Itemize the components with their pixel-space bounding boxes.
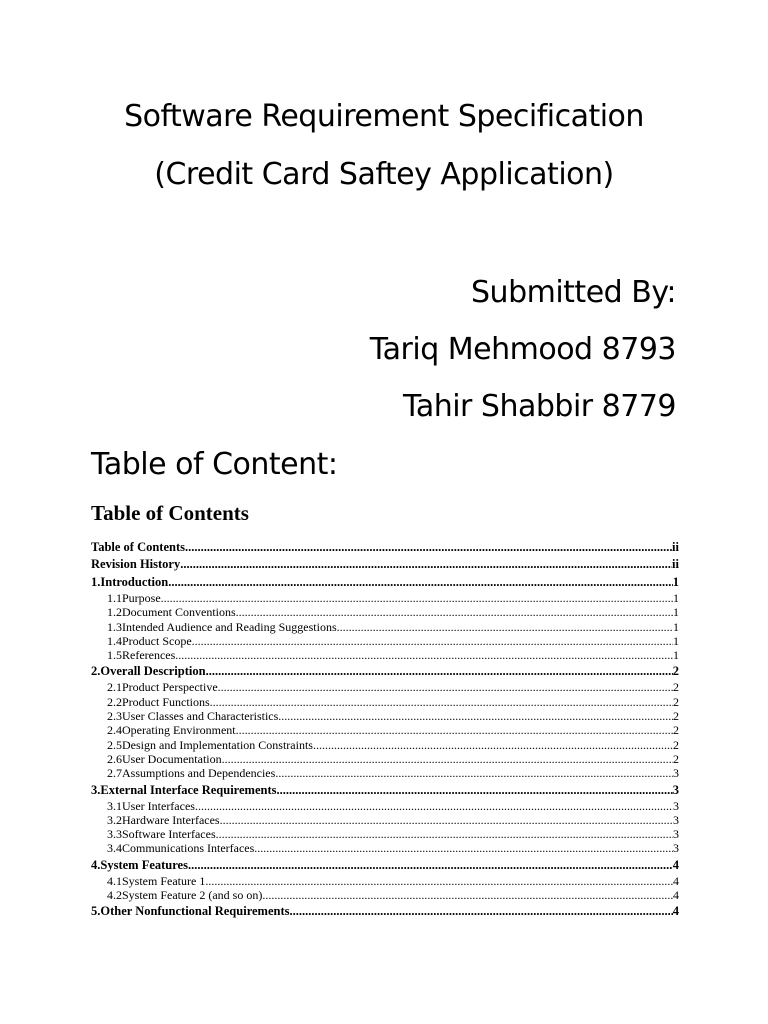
toc-subsection-entry[interactable] [91,634,679,648]
toc-leader-dots [313,738,673,752]
toc-subsection-entry[interactable] [91,841,679,855]
toc-subsection-entry[interactable] [91,827,679,841]
toc-subsection-entry[interactable] [91,648,679,662]
toc-entry-number: 2.2 [107,694,122,709]
toc-entry-label: System Features [100,857,188,872]
toc-entry-number: 1.5 [107,648,122,663]
toc-leader-dots [180,556,672,573]
toc-section-entry[interactable] [91,782,679,799]
toc-leader-dots [206,663,673,680]
toc-leader-dots [168,574,673,591]
document-title: Software Requirement Specification [124,99,644,134]
toc-entry-label: User Interfaces [122,798,195,813]
toc-entry-label: Table of Contents [91,540,185,554]
toc-leader-dots [188,857,673,874]
toc-entry-label: Design and Implementation Constraints [122,737,313,752]
toc-entry-page: 4 [672,857,679,872]
toc-leader-dots [185,539,672,556]
toc-subsection-entry[interactable] [91,695,679,709]
toc-entry-page: 1 [673,591,679,605]
toc-entry-page: ii [672,540,679,554]
toc-entry-label: Operating Environment [122,723,236,738]
toc-entry-page: 3 [673,812,679,827]
toc-subsection-entry[interactable] [91,813,679,827]
author-2: Tahir Shabbir 8779 [402,389,676,424]
toc-entry-label: Document Conventions [122,605,236,620]
toc-entry-number: 2.6 [107,751,122,766]
toc-entry-number: 3.2 [107,812,122,827]
toc-leader-dots [277,782,673,799]
toc-entry-label: Intended Audience and Reading Suggestions [122,619,337,634]
toc-leader-dots [205,874,673,888]
toc-leader-dots [175,648,673,662]
toc-subsection-entry[interactable] [91,766,679,780]
toc-leader-dots [192,634,673,648]
toc-subsection-entry[interactable] [91,723,679,737]
toc-section-entry[interactable] [91,556,679,573]
toc-entry-page: 1 [673,648,679,663]
toc-subsection-entry[interactable] [91,591,679,605]
toc-entry-page: 2 [673,694,679,709]
toc-entry-page: 3 [673,841,679,856]
toc-leader-dots [290,903,673,920]
toc-subsection-entry[interactable] [91,605,679,619]
toc-leader-dots [210,695,673,709]
toc-entry-label: External Interface Requirements [100,782,277,797]
toc-entry-page: 2 [672,664,679,679]
toc-entry-page: 1 [673,619,679,634]
toc-leader-dots [220,813,673,827]
toc-subsection-entry[interactable] [91,680,679,694]
toc-entry-page: 2 [673,737,679,752]
submitted-by-label: Submitted By: [471,275,676,310]
toc-entry-page: 3 [673,798,679,813]
toc-entry-page: 2 [673,723,679,738]
toc-entry-number: 1. [91,575,101,589]
toc-subsection-entry[interactable] [91,874,679,888]
toc-entry-number: 2.7 [107,766,122,781]
toc-entry-number: 1.2 [107,605,122,620]
toc-entry-label: Assumptions and Dependencies [122,766,276,781]
toc-entry-page: 4 [672,904,679,919]
toc-entry-label: System Feature 2 (and so on) [122,888,263,903]
toc-entry-page: 1 [673,605,679,620]
toc-entry-label: Product Scope [122,633,192,648]
toc-subsection-entry[interactable] [91,709,679,723]
toc-section-entry[interactable] [91,663,679,680]
toc-entry-page: 2 [673,680,679,695]
toc-entry-label: Overall Description [100,664,206,679]
toc-subsection-entry[interactable] [91,620,679,634]
toc-leader-dots [236,723,673,737]
toc-leader-dots [236,605,673,619]
toc-section-entry[interactable] [91,903,679,920]
toc-entry-label: Hardware Interfaces [122,812,220,827]
toc-entry-number: 3. [91,782,101,797]
table-of-contents [91,539,679,920]
toc-entry-number: 1.4 [107,633,122,648]
toc-subsection-entry[interactable] [91,738,679,752]
toc-entry-page: 4 [673,888,679,903]
toc-section-entry[interactable] [91,539,679,556]
toc-subsection-entry[interactable] [91,752,679,766]
toc-leader-dots [337,620,673,634]
toc-leader-dots [254,841,673,855]
toc-entry-label: Communications Interfaces [122,841,255,856]
toc-entry-number: 2.3 [107,709,122,724]
toc-entry-label: Revision History [91,557,181,571]
toc-leader-dots [275,766,673,780]
toc-entry-page: 2 [673,751,679,766]
toc-subsection-entry[interactable] [91,799,679,813]
toc-section-entry[interactable] [91,574,679,591]
toc-leader-dots [262,888,673,902]
toc-title: Table of Contents [91,501,249,525]
toc-entry-label: Product Perspective [122,680,218,695]
toc-entry-label: User Documentation [122,751,222,766]
toc-entry-label: Introduction [100,575,169,589]
toc-entry-label: Product Functions [122,694,210,709]
toc-leader-dots [278,709,673,723]
toc-entry-label: System Feature 1 [122,873,206,888]
toc-entry-number: 4.2 [107,888,122,903]
toc-entry-page: 1 [672,575,679,589]
toc-entry-number: 3.1 [107,798,122,813]
toc-entry-number: 5. [91,904,101,919]
toc-entry-page: 2 [673,709,679,724]
toc-section-entry[interactable] [91,857,679,874]
toc-leader-dots [161,591,673,605]
toc-entry-label: References [122,648,176,663]
toc-entry-number: 2.4 [107,723,122,738]
toc-leader-dots [222,752,673,766]
author-1: Tariq Mehmood 8793 [369,332,676,367]
toc-entry-number: 2. [91,664,101,679]
toc-entry-page: ii [672,557,679,571]
toc-entry-number: 2.5 [107,737,122,752]
toc-entry-page: 4 [673,873,679,888]
toc-entry-page: 1 [673,633,679,648]
toc-entry-label: Purpose [122,591,161,605]
toc-leader-dots [195,799,673,813]
toc-entry-page: 3 [673,827,679,842]
toc-entry-label: Other Nonfunctional Requirements [100,904,290,919]
document-subtitle: (Credit Card Saftey Application) [154,157,614,192]
toc-entry-label: User Classes and Characteristics [122,709,279,724]
toc-entry-number: 3.3 [107,827,122,842]
toc-entry-label: Software Interfaces [122,827,216,842]
toc-entry-number: 3.4 [107,841,122,856]
toc-leader-dots [216,827,673,841]
toc-entry-number: 1.3 [107,619,122,634]
toc-entry-number: 1.1 [107,591,122,605]
toc-entry-page: 3 [672,782,679,797]
toc-entry-number: 4. [91,857,101,872]
toc-entry-number: 2.1 [107,680,122,695]
toc-entry-page: 3 [673,766,679,781]
toc-heading: Table of Content: [91,447,338,482]
toc-leader-dots [218,680,673,694]
toc-entry-number: 4.1 [107,873,122,888]
toc-subsection-entry[interactable] [91,888,679,902]
